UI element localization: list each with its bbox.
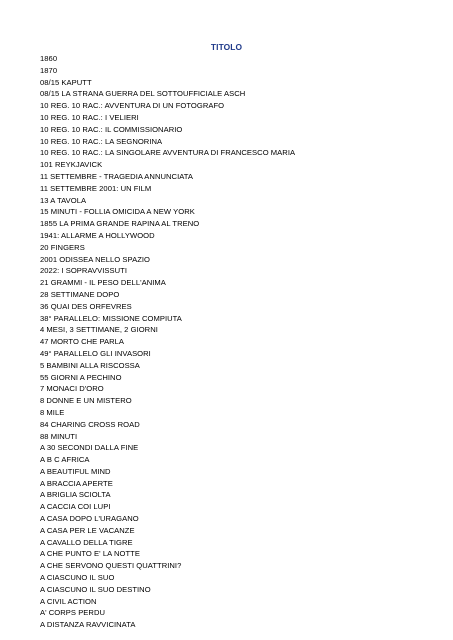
list-item: 11 SETTEMBRE 2001: UN FILM bbox=[40, 183, 152, 193]
title-list bbox=[40, 53, 440, 631]
list-item: A CASA PER LE VACANZE bbox=[40, 525, 135, 535]
list-item: A CACCIA COI LUPI bbox=[40, 502, 111, 512]
list-item: A CHE SERVONO QUESTI QUATTRINI? bbox=[40, 561, 182, 571]
list-item: 08/15 KAPUTT bbox=[40, 77, 92, 87]
list-item: A B C AFRICA bbox=[40, 455, 90, 465]
list-item: A CASA DOPO L'URAGANO bbox=[40, 514, 139, 524]
list-item: 10 REG. 10 RAC.: LA SEGNORINA bbox=[40, 136, 163, 146]
list-item: A' CORPS PERDU bbox=[40, 608, 106, 618]
list-item: 1860 bbox=[40, 54, 58, 63]
list-item: A CIASCUNO IL SUO DESTINO bbox=[40, 584, 151, 594]
list-item: 15 MINUTI - FOLLIA OMICIDA A NEW YORK bbox=[40, 207, 195, 217]
list-item: 2001 ODISSEA NELLO SPAZIO bbox=[40, 254, 151, 264]
list-item: 1855 LA PRIMA GRANDE RAPINA AL TRENO bbox=[40, 219, 200, 229]
list-item: 49° PARALLELO GLI INVASORI bbox=[40, 348, 151, 358]
column-header-title: TITOLO bbox=[210, 42, 243, 52]
list-item: 4 MESI, 3 SETTIMANE, 2 GIORNI bbox=[40, 325, 158, 335]
list-item: 8 DONNE E UN MISTERO bbox=[40, 396, 132, 406]
list-item: 08/15 LA STRANA GUERRA DEL SOTTOUFFICIALE ASCH bbox=[40, 89, 246, 99]
list-item: 84 CHARING CROSS ROAD bbox=[40, 419, 140, 429]
list-item: 10 REG. 10 RAC.: LA SINGOLARE AVVENTURA DI FRANCESCO MARIA bbox=[40, 148, 296, 158]
list-item: 28 SETTIMANE DOPO bbox=[40, 289, 120, 299]
list-item: 47 MORTO CHE PARLA bbox=[40, 337, 125, 347]
list-item: A CIVIL ACTION bbox=[40, 596, 97, 606]
list-item: 2022: I SOPRAVVISSUTI bbox=[40, 266, 128, 276]
list-item: 1941: ALLARME A HOLLYWOOD bbox=[40, 230, 155, 240]
list-item: A CHE PUNTO E' LA NOTTE bbox=[40, 549, 140, 559]
list-item: A BEAUTIFUL MIND bbox=[40, 466, 111, 476]
list-item: 10 REG. 10 RAC.: I VELIERI bbox=[40, 112, 139, 122]
list-item: 1870 bbox=[40, 65, 58, 75]
list-item: 38° PARALLELO: MISSIONE COMPIUTA bbox=[40, 313, 182, 323]
list-item: A BRIGLIA SCIOLTA bbox=[40, 490, 111, 500]
list-item: A CAVALLO DELLA TIGRE bbox=[40, 537, 133, 547]
list-item: 8 MILE bbox=[40, 407, 65, 417]
list-item: 13 A TAVOLA bbox=[40, 195, 87, 205]
list-item: 20 FINGERS bbox=[40, 242, 85, 252]
list-item: A DISTANZA RAVVICINATA bbox=[40, 620, 136, 630]
list-item: 88 MINUTI bbox=[40, 431, 78, 441]
list-item: 55 GIORNI A PECHINO bbox=[40, 372, 122, 382]
list-item: 21 GRAMMI - IL PESO DELL'ANIMA bbox=[40, 278, 166, 288]
list-item: 7 MONACI D'ORO bbox=[40, 384, 104, 394]
list-item: 101 REYKJAVICK bbox=[40, 160, 103, 170]
list-item: 5 BAMBINI ALLA RISCOSSA bbox=[40, 360, 140, 370]
list-item: 11 SETTEMBRE - TRAGEDIA ANNUNCIATA bbox=[40, 171, 194, 181]
list-item: A 30 SECONDI DALLA FINE bbox=[40, 443, 139, 453]
list-item: A BRACCIA APERTE bbox=[40, 478, 113, 488]
list-item: 36 QUAI DES ORFEVRES bbox=[40, 301, 132, 311]
list-item: A CIASCUNO IL SUO bbox=[40, 573, 115, 583]
list-item: 10 REG. 10 RAC.: AVVENTURA DI UN FOTOGRAFO bbox=[40, 101, 225, 111]
list-item: 10 REG. 10 RAC.: IL COMMISSIONARIO bbox=[40, 124, 183, 134]
